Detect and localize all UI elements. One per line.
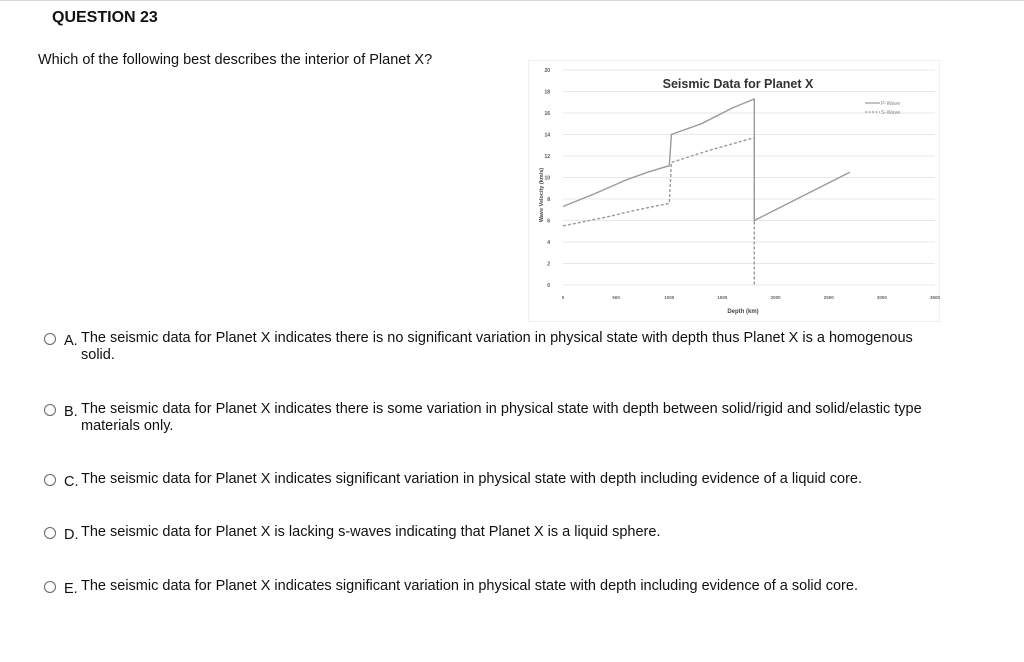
- y-tick-label: 16: [544, 111, 550, 117]
- option-b[interactable]: [44, 401, 941, 435]
- x-tick-label: 1000: [664, 295, 675, 300]
- radio-button-b[interactable]: [44, 404, 56, 416]
- seismic-chart: [528, 60, 940, 322]
- option-e[interactable]: [44, 578, 941, 598]
- legend-label: S-Wave: [881, 110, 901, 116]
- x-tick-label: 1500: [717, 295, 728, 300]
- option-b-text: The seismic data for Planet X indicates there is some variation in physical state with depth between solid/rigid and solid/elastic type materials only.: [81, 401, 922, 434]
- x-tick-label: 3500: [929, 295, 940, 300]
- y-tick-label: 20: [544, 68, 550, 74]
- option-e-letter: E.: [64, 581, 78, 597]
- radio-button-a[interactable]: [44, 333, 56, 345]
- x-tick-label: 3000: [876, 295, 887, 300]
- option-c-text: The seismic data for Planet X indicates significant variation in physical state with depth including evidence of a liquid core.: [81, 471, 863, 487]
- x-tick-label: 500: [612, 295, 620, 300]
- y-tick-label: 2: [547, 261, 550, 268]
- y-tick-label: 8: [547, 197, 550, 203]
- option-c[interactable]: [44, 471, 941, 491]
- y-axis-label: Wave Velocity (km/s): [539, 167, 545, 223]
- y-tick-label: 12: [544, 154, 550, 160]
- y-tick-label: 4: [547, 240, 550, 246]
- x-axis-label: Depth (km): [727, 309, 759, 315]
- y-tick-label: 14: [544, 132, 550, 139]
- radio-button-c[interactable]: [44, 474, 56, 486]
- option-e-text: The seismic data for Planet X indicates significant variation in physical state with depth including evidence of a solid core.: [81, 578, 858, 594]
- option-a[interactable]: [44, 330, 941, 364]
- question-prompt: Which of the following best describes the interior of Planet X?: [38, 52, 433, 68]
- option-a-text: The seismic data for Planet X indicates there is no significant variation in physical state with depth thus Planet X is a homogenous solid.: [81, 330, 913, 363]
- y-tick-label: 0: [547, 283, 550, 289]
- radio-button-e[interactable]: [44, 581, 56, 593]
- y-tick-label: 6: [547, 218, 550, 225]
- option-a-letter: A.: [64, 333, 78, 349]
- question-title: QUESTION 23: [52, 9, 158, 26]
- option-d[interactable]: [44, 524, 941, 544]
- y-tick-label: 10: [544, 175, 550, 182]
- option-c-letter: C.: [64, 474, 79, 490]
- option-d-text: The seismic data for Planet X is lacking s-waves indicating that Planet X is a liquid sphere.: [81, 524, 661, 540]
- top-divider: [0, 0, 1024, 1]
- radio-button-d[interactable]: [44, 527, 56, 539]
- x-tick-label: 2000: [770, 295, 781, 300]
- x-tick-label: 2500: [823, 295, 834, 300]
- chart-frame: [528, 60, 940, 322]
- y-tick-label: 18: [544, 89, 550, 96]
- legend-label: P-Wave: [881, 101, 901, 107]
- option-b-letter: B.: [64, 404, 78, 420]
- x-tick-label: 0: [561, 295, 565, 300]
- chart-title: Seismic Data for Planet X: [662, 77, 814, 91]
- option-d-letter: D.: [64, 527, 79, 543]
